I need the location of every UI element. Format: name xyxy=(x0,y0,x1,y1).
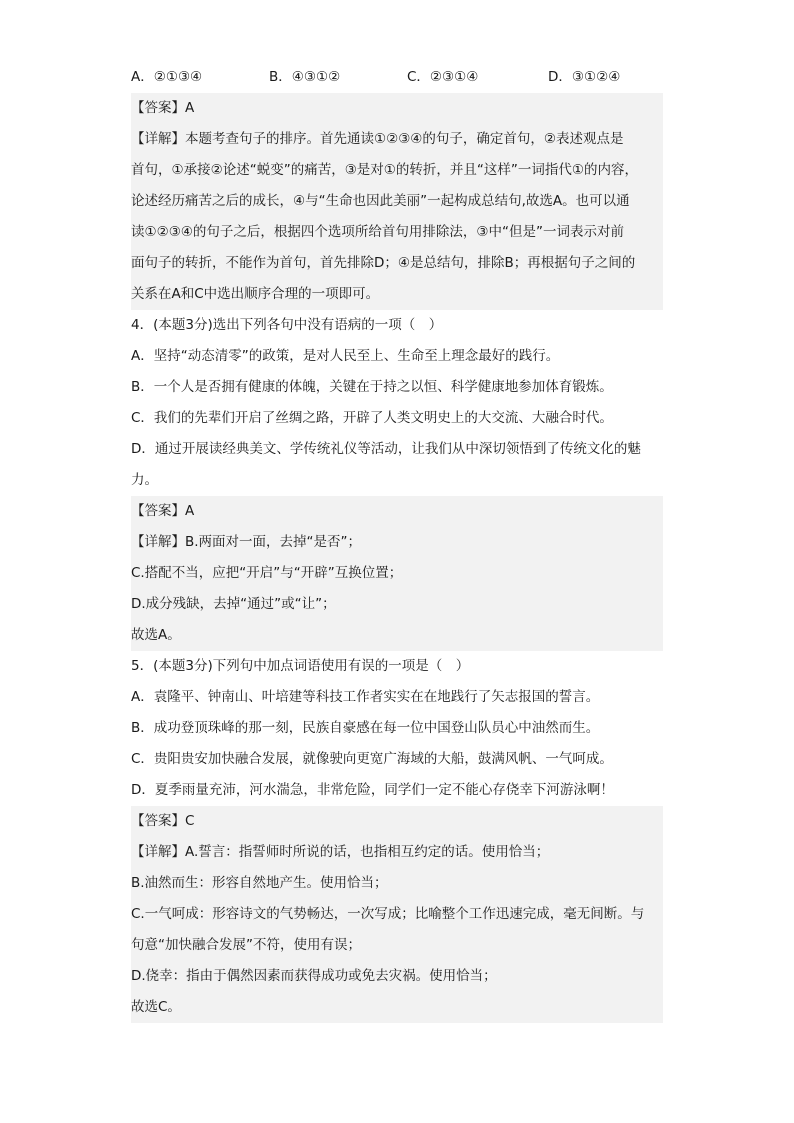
q5-stem: 5．(本题3分)下列句中加点词语使用有误的一项是（ ） xyxy=(131,658,470,674)
q3-option-c: C．②③①④ xyxy=(407,69,479,85)
q3-answer-block xyxy=(131,93,663,310)
q4-option-a: A．坚持“动态清零”的政策，是对人民至上、生命至上理念最好的践行。 xyxy=(131,348,560,364)
q4-explanation-line: C.搭配不当，应把“开启”与“开辟”互换位置； xyxy=(131,565,403,581)
q4-option-b: B．一个人是否拥有健康的体魄，关键在于持之以恒、科学健康地参加体育锻炼。 xyxy=(131,379,613,395)
q3-option-a: A．②①③④ xyxy=(131,69,203,85)
q4-answer-block xyxy=(131,496,663,651)
q4-option-c: C．我们的先辈们开启了丝绸之路，开辟了人类文明史上的大交流、大融合时代。 xyxy=(131,410,613,426)
q5-option-c: C．贵阳贵安加快融合发展，就像驶向更宽广海域的大船，鼓满风帆、一气呵成。 xyxy=(131,751,613,767)
page-content xyxy=(131,62,663,1023)
q5-explanation-line: 故选C。 xyxy=(131,999,181,1015)
q5-explanation-line: B.油然而生：形容自然地产生。使用恰当； xyxy=(131,875,388,891)
q4-answer: 【答案】A xyxy=(131,503,195,519)
q3-explanation-line: 【详解】本题考查句子的排序。首先通读①②③④的句子，确定首句，②表述观点是 xyxy=(131,131,624,147)
q5-explanation-line: 句意“加快融合发展”不符，使用有误； xyxy=(131,937,361,953)
q4-option-d-cont: 力。 xyxy=(131,472,158,488)
q5-option-d: D．夏季雨量充沛，河水湍急，非常危险，同学们一定不能心存侥幸下河游泳啊！ xyxy=(131,782,614,798)
q4-explanation-line: 【详解】B.两面对一面，去掉“是否”； xyxy=(131,534,362,550)
q3-explanation-line: 读①②③④的句子之后，根据四个选项所给首句用排除法，③中“但是”一词表示对前 xyxy=(131,224,624,240)
q5-option-b: B．成功登顶珠峰的那一刻，民族自豪感在每一位中国登山队员心中油然而生。 xyxy=(131,720,600,736)
q5-explanation-line: D.侥幸：指由于偶然因素而获得成功或免去灾祸。使用恰当； xyxy=(131,968,497,984)
q3-option-b: B．④③①② xyxy=(269,69,341,85)
q5-answer-block xyxy=(131,806,663,1023)
q3-options xyxy=(131,62,663,93)
q5-option-a: A．袁隆平、钟南山、叶培建等科技工作者实实在在地践行了矢志报国的誓言。 xyxy=(131,689,600,705)
q4-explanation-line: 故选A。 xyxy=(131,627,181,643)
q3-explanation-line: 关系在A和C中选出顺序合理的一项即可。 xyxy=(131,286,380,302)
q3-explanation-line: 论述经历痛苦之后的成长，④与“生命也因此美丽”一起构成总结句,故选A。也可以通 xyxy=(131,193,630,209)
q5-explanation-line: C.一气呵成：形容诗文的气势畅达，一次写成；比喻整个工作迅速完成，毫无间断。与 xyxy=(131,906,645,922)
q5-explanation-line: 【详解】A.誓言：指誓师时所说的话，也指相互约定的话。使用恰当； xyxy=(131,844,550,860)
q3-explanation-line: 面句子的转折，不能作为首句，首先排除D；④是总结句，排除B；再根据句子之间的 xyxy=(131,255,636,271)
q5-answer: 【答案】C xyxy=(131,813,195,829)
q3-answer: 【答案】A xyxy=(131,100,195,116)
q4-option-d: D．通过开展读经典美文、学传统礼仪等活动，让我们从中深切领悟到了传统文化的魅 xyxy=(131,441,641,457)
q4-stem: 4．(本题3分)选出下列各句中没有语病的一项（ ） xyxy=(131,317,443,333)
q4-explanation-line: D.成分残缺，去掉“通过”或“让”； xyxy=(131,596,336,612)
q3-explanation-line: 首句，①承接②论述“蜕变”的痛苦，③是对①的转折，并且“这样”一词指代①的内容， xyxy=(131,162,638,178)
q3-option-d: D．③①②④ xyxy=(548,69,621,85)
